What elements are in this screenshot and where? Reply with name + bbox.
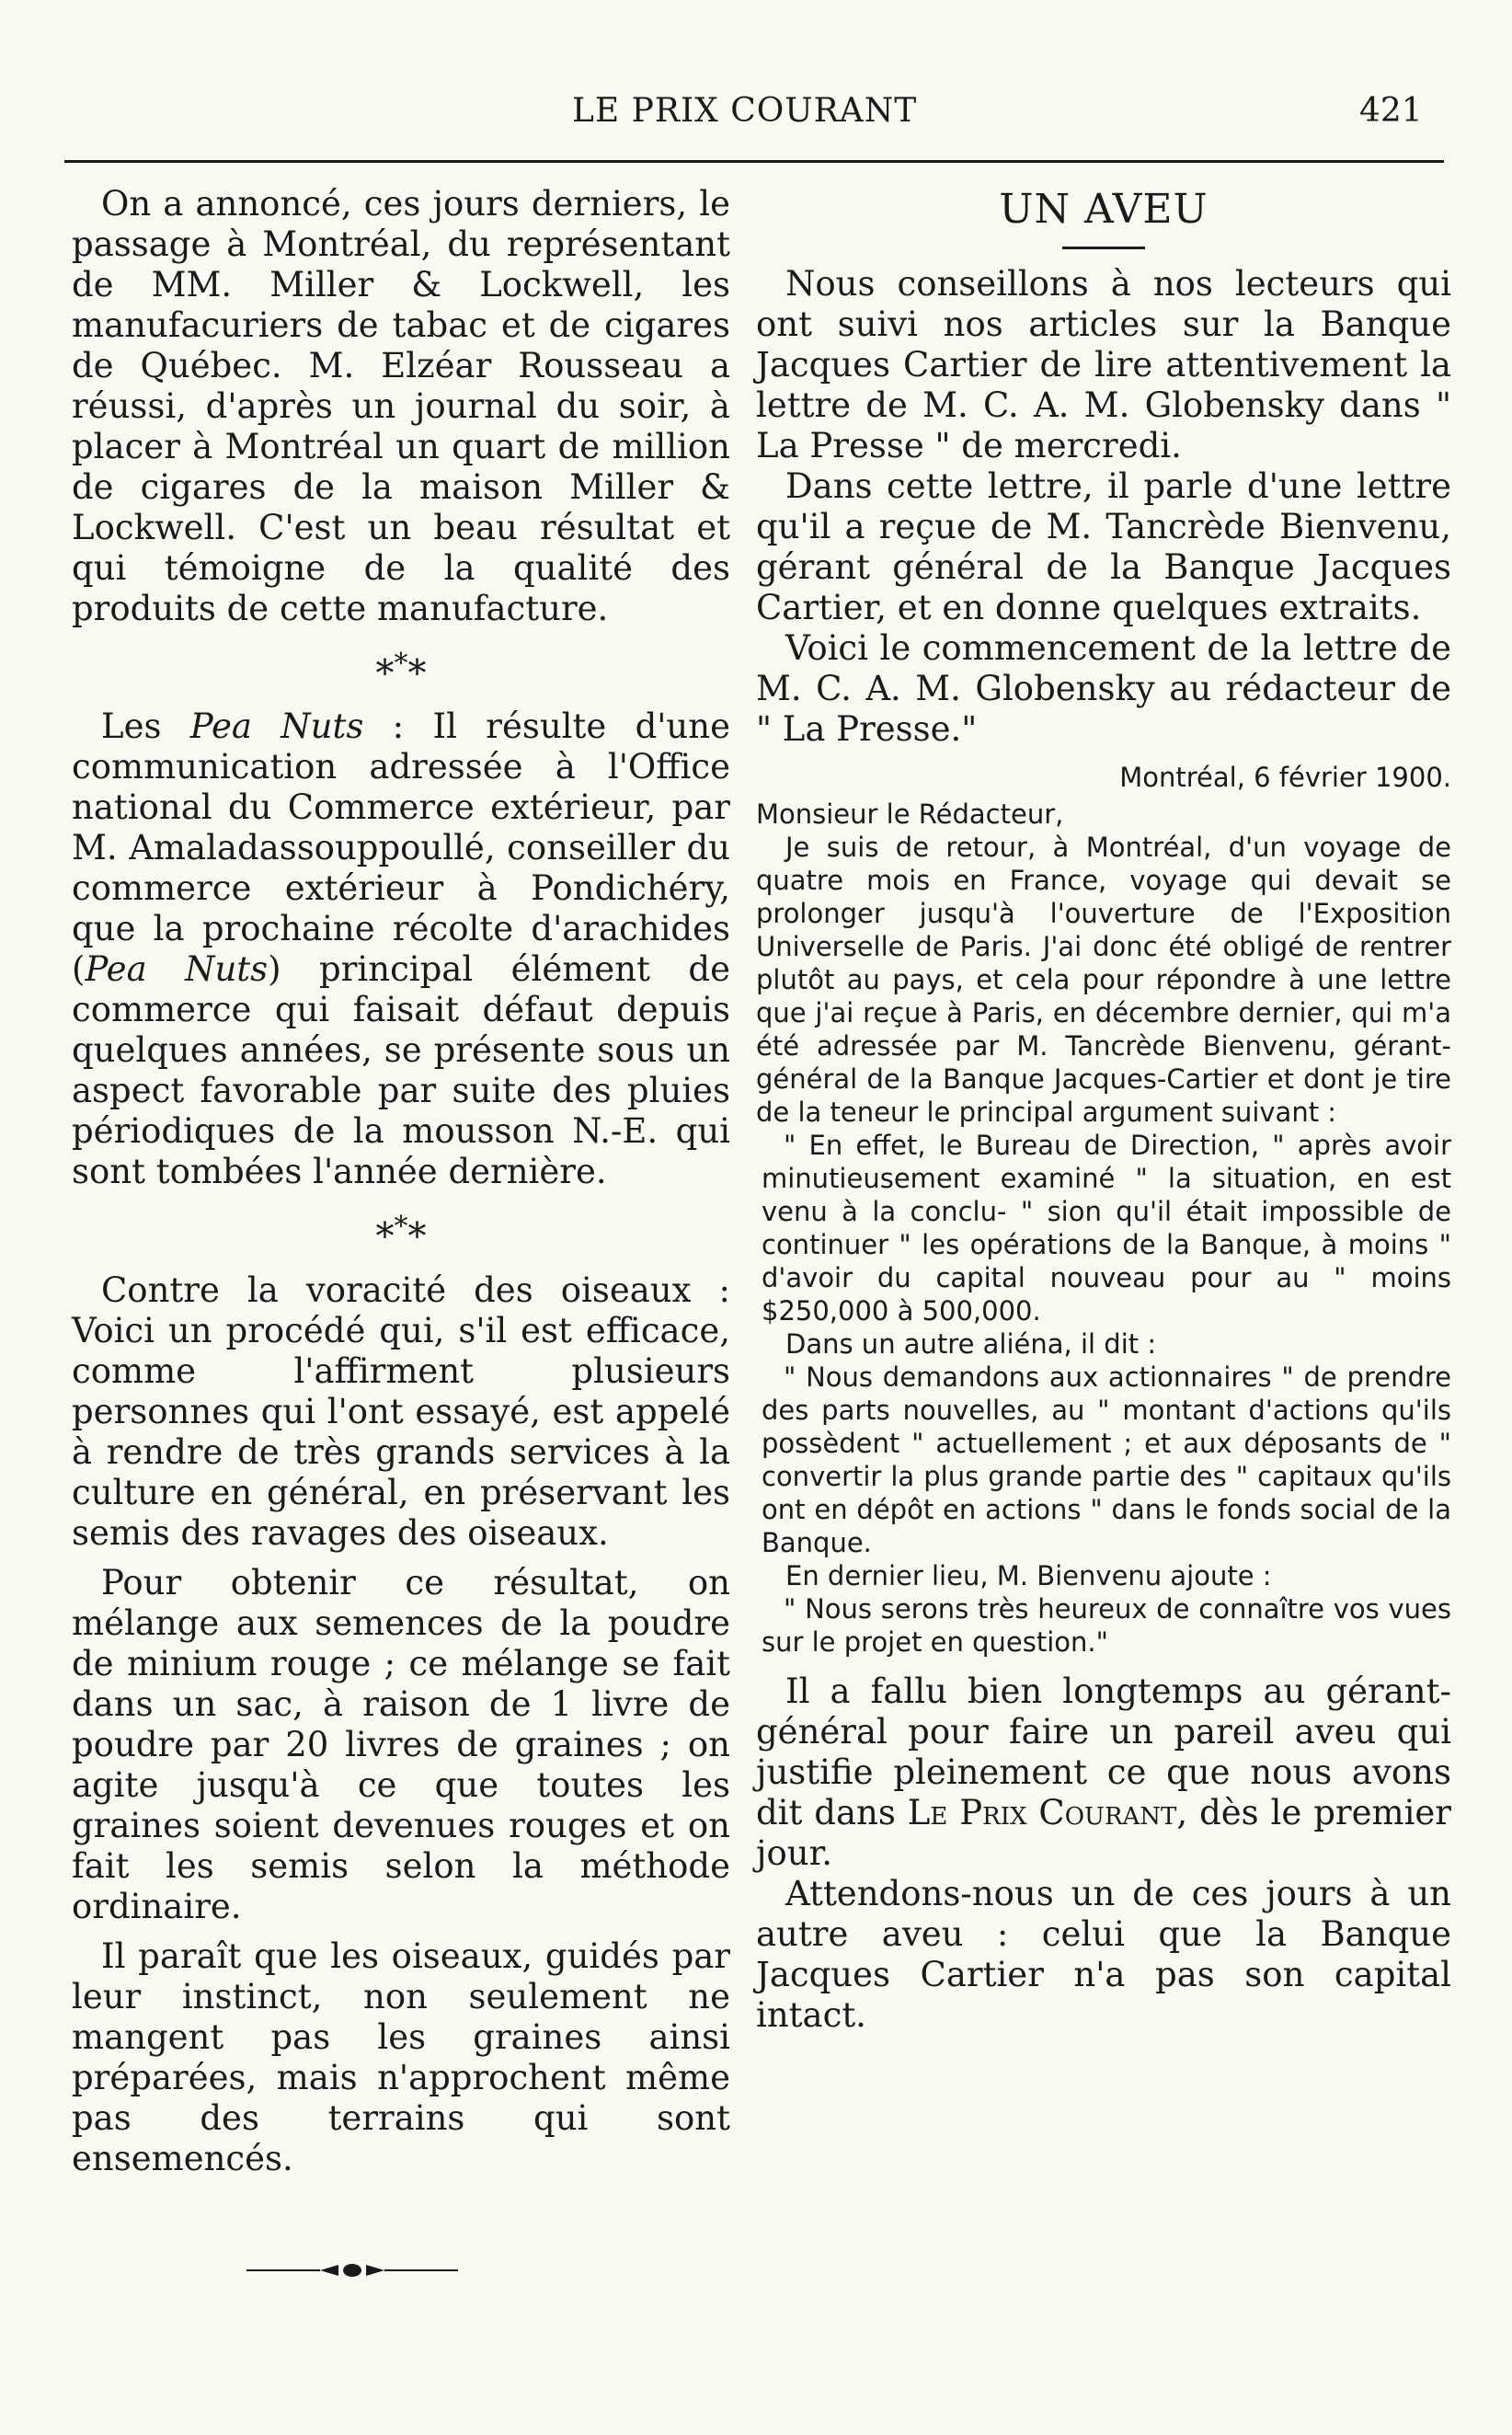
letter-quote-actionnaires: " Nous demandons aux actionnaires " de prendre des parts nouvelles, au " montant d'actions qu'ils possèdent " actuellement ; et aux déposants de " convertir la plus grande partie des " capitaux qu'ils ont en dépôt en actions " dans le fonds social de la Banque. — [762, 1361, 1451, 1558]
letter-aside: En dernier lieu, M. Bienvenu ajoute : — [785, 1560, 1272, 1591]
pea-nuts-term: Pea Nuts — [85, 949, 269, 990]
page-header — [0, 0, 1512, 164]
article-headline: UN AVEU — [999, 186, 1208, 233]
left-column — [72, 184, 730, 2179]
headline-rule — [1062, 247, 1145, 249]
paragraph-miller-lockwell: On a annoncé, ces jours derniers, le passage à Montréal, du représentant de MM. Miller & Lockwell, les manufacuriers de tabac et de cigares de Québec. M. Elzéar Rousseau a réussi, d'après un journal du soir, à placer à Montréal un quart de million de cigares de la maison Miller & Lockwell. C'est un beau résultat et qui témoigne de la qualité des produits de cette manufacture. — [72, 184, 730, 628]
pea-nuts-term: Pea Nuts — [189, 706, 364, 747]
page-number: 421 — [1359, 92, 1423, 130]
paragraph-aveu-intro: Nous conseillons à nos lecteurs qui ont suivi nos articles sur la Banque Jacques Cartier de lire attentivement la lettre de M. C. A. M. Globensky dans " La Presse " de mercredi. — [756, 264, 1451, 465]
end-ornament — [246, 2259, 458, 2281]
paragraph-oiseaux-intro: Contre la voracité des oiseaux : Voici un procédé qui, s'il est efficace, comme l'affirment plusieurs personnes qui l'ont essayé, est appelé à rendre de très grands services à la culture en général, en préservant les semis des ravages des oiseaux. — [72, 1269, 730, 1553]
letter-dateline: Montréal, 6 février 1900. — [1119, 762, 1451, 793]
header-rule — [64, 160, 1444, 163]
asterism-separator: *** — [375, 1211, 427, 1258]
paragraph-oiseaux-result: Il paraît que les oiseaux, guidés par leur instinct, non seulement ne mangent pas les graines ainsi préparées, mais n'approchent même pas des terrains qui sont ensemencés. — [72, 1935, 730, 2178]
journal-name: Le Prix Courant — [907, 1793, 1177, 1832]
paragraph-aveu-letter-ref: Dans cette lettre, il parle d'une lettre qu'il a reçue de M. Tancrède Bienvenu, gérant général de la Banque Jacques Cartier, et en donne quelques extraits. — [756, 466, 1451, 627]
letter-quote-closing: " Nous serons très heureux de connaître vos vues sur le projet en question." — [762, 1593, 1451, 1658]
paragraph-pea-nuts: Les Pea Nuts : Il résulte d'une communication adressée à l'Office national du Commerce extérieur, par M. Amaladassouppoullé, conseiller du commerce extérieur à Pondichéry, que la prochaine récolte d'arachides (Pea Nuts) principal élément de commerce qui faisait défaut depuis quelques années, se présente sous un aspect favorable par suite des pluies périodiques de la mousson N.-E. qui sont tombées l'année dernière. — [72, 706, 730, 1192]
asterism-separator: *** — [375, 648, 427, 695]
letter-body: Je suis de retour, à Montréal, d'un voyage de quatre mois en France, voyage qui devait se prolonger jusqu'à l'ouverture de l'Exposition Universelle de Paris. J'ai donc été obligé de rentrer plutôt au pays, et cela pour répondre à une lettre que j'ai reçue à Paris, en décembre dernier, qui m'a été adressée par M. Tancrède Bienvenu, gérant-général de la Banque Jacques-Cartier et dont je tire de la teneur le principal argument suivant : — [756, 832, 1451, 1128]
paragraph-aveu-commencement: Voici le commencement de la lettre de M. C. A. M. Globensky au rédacteur de " La Presse." — [756, 628, 1451, 749]
letter-aside: Dans un autre aliéna, il dit : — [785, 1328, 1157, 1360]
paragraph-aveu-conclusion: Il a fallu bien longtemps au gérant-général pour faire un pareil aveu qui justifie pleinement ce que nous avons dit dans Le Prix Courant, dès le premier jour. — [756, 1671, 1451, 1873]
journal-title: LE PRIX COURANT — [572, 92, 918, 130]
letter-salutation: Monsieur le Rédacteur, — [756, 798, 1064, 830]
letter-quote-direction: " En effet, le Bureau de Direction, " après avoir minutieusement examiné " la situation, en est venu à la conclu- " sion qu'il était impossible de continuer " les opérations de la Banque, à moins " d'avoir du capital nouveau pour au " moins $250,000 à 500,000. — [762, 1130, 1451, 1327]
paragraph-oiseaux-method: Pour obtenir ce résultat, on mélange aux semences de la poudre de minium rouge ; ce mélange se fait dans un sac, à raison de 1 livre de poudre par 20 livres de graines ; on agite jusqu'à ce que toutes les graines soient devenues rouges et on fait les semis selon la méthode ordinaire. — [72, 1562, 730, 1926]
paragraph-aveu-final: Attendons-nous un de ces jours à un autre aveu : celui que la Banque Jacques Cartier n'a pas son capital intact. — [756, 1874, 1451, 2035]
right-column — [756, 184, 1451, 2036]
